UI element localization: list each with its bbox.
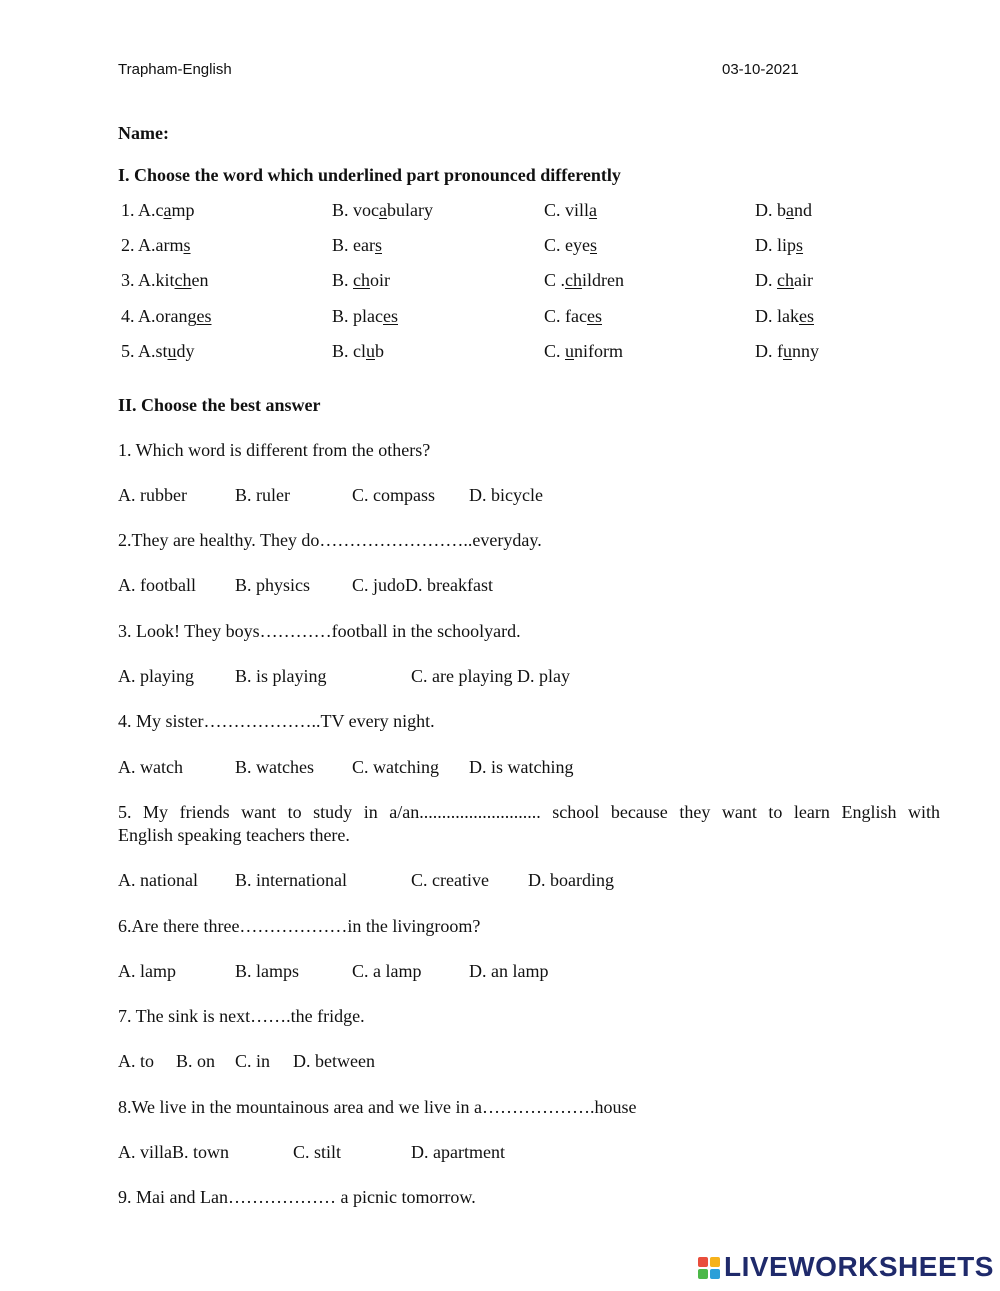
question-7: 7. The sink is next…….the fridge. <box>118 1006 365 1026</box>
liveworksheets-logo-text: LIVEWORKSHEETS <box>724 1251 994 1282</box>
pronunciation-q1-option-b[interactable]: B. vocabulary <box>332 200 433 220</box>
logo-cube-red <box>698 1257 708 1267</box>
pronunciation-q2-option-d[interactable]: D. lips <box>755 235 804 255</box>
pronunciation-q3-option-a[interactable]: 3. A.kitchen <box>121 270 209 290</box>
q6-option-b[interactable]: B. lamps <box>235 961 300 981</box>
q5-option-c[interactable]: C. creative <box>411 870 489 890</box>
pronunciation-q5-option-b[interactable]: B. club <box>332 341 384 361</box>
section1-title: I. Choose the word which underlined part pronounced differently <box>118 165 621 185</box>
pronunciation-q5-option-d[interactable]: D. funny <box>755 341 819 361</box>
q7-option-a[interactable]: A. to <box>118 1051 154 1071</box>
q2-option-cd[interactable]: C. judoD. breakfast <box>352 575 493 595</box>
q4-option-b[interactable]: B. watches <box>235 757 314 777</box>
q2-option-a[interactable]: A. football <box>118 575 196 595</box>
q4-option-d[interactable]: D. is watching <box>469 757 574 777</box>
pronunciation-q1-option-c[interactable]: C. villa <box>544 200 598 220</box>
q8-option-d[interactable]: D. apartment <box>411 1142 505 1162</box>
pronunciation-q3-option-d[interactable]: D. chair <box>755 270 813 290</box>
q7-option-c[interactable]: C. in <box>235 1051 271 1071</box>
q5-option-b[interactable]: B. international <box>235 870 347 890</box>
pronunciation-q4-option-a[interactable]: 4. A.oranges <box>121 306 212 326</box>
question-1: 1. Which word is different from the others? <box>118 440 431 460</box>
question-5-line2: English speaking teachers there. <box>118 825 350 845</box>
pronunciation-q4-option-d[interactable]: D. lakes <box>755 306 814 326</box>
pronunciation-q4-option-c[interactable]: C. faces <box>544 306 602 326</box>
q1-option-a[interactable]: A. rubber <box>118 485 187 505</box>
q2-option-b[interactable]: B. physics <box>235 575 311 595</box>
pronunciation-q3-option-c[interactable]: C .children <box>544 270 625 290</box>
header-date: 03-10-2021 <box>722 61 799 78</box>
q4-option-a[interactable]: A. watch <box>118 757 183 777</box>
header-title: Trapham-English <box>118 61 232 78</box>
q4-option-c[interactable]: C. watching <box>352 757 439 777</box>
logo-cube-green <box>698 1269 708 1279</box>
q3-option-cd[interactable]: C. are playing D. play <box>411 666 570 686</box>
question-4: 4. My sister………………..TV every night. <box>118 711 435 731</box>
name-label: Name: <box>118 123 169 143</box>
q6-option-c[interactable]: C. a lamp <box>352 961 422 981</box>
q3-option-a[interactable]: A. playing <box>118 666 194 686</box>
q5-option-a[interactable]: A. national <box>118 870 198 890</box>
question-8: 8.We live in the mountainous area and we live in a……………….house <box>118 1097 637 1117</box>
q1-option-c[interactable]: C. compass <box>352 485 435 505</box>
q8-option-c[interactable]: C. stilt <box>293 1142 342 1162</box>
section2-title: II. Choose the best answer <box>118 395 321 415</box>
question-6: 6.Are there three………………in the livingroom? <box>118 916 481 936</box>
pronunciation-q1-option-a[interactable]: 1. A.camp <box>121 200 195 220</box>
question-5-line1: 5. My friends want to study in a/an........................... school because they want to learn English with <box>118 802 940 822</box>
pronunciation-q5-option-a[interactable]: 5. A.study <box>121 341 195 361</box>
question-2: 2.They are healthy. They do……………………..everyday. <box>118 530 542 550</box>
pronunciation-q2-option-a[interactable]: 2. A.arms <box>121 235 191 255</box>
pronunciation-q3-option-b[interactable]: B. choir <box>332 270 391 290</box>
q3-option-b[interactable]: B. is playing <box>235 666 327 686</box>
q1-option-d[interactable]: D. bicycle <box>469 485 543 505</box>
pronunciation-q2-option-b[interactable]: B. ears <box>332 235 382 255</box>
pronunciation-q2-option-c[interactable]: C. eyes <box>544 235 597 255</box>
q7-option-b[interactable]: B. on <box>176 1051 216 1071</box>
pronunciation-q1-option-d[interactable]: D. band <box>755 200 812 220</box>
q8-option-ab[interactable]: A. villaB. town <box>118 1142 229 1162</box>
q6-option-a[interactable]: A. lamp <box>118 961 176 981</box>
logo-cube-yellow <box>710 1257 720 1267</box>
q1-option-b[interactable]: B. ruler <box>235 485 290 505</box>
pronunciation-q4-option-b[interactable]: B. places <box>332 306 398 326</box>
q5-option-d[interactable]: D. boarding <box>528 870 614 890</box>
pronunciation-q5-option-c[interactable]: C. uniform <box>544 341 624 361</box>
q6-option-d[interactable]: D. an lamp <box>469 961 549 981</box>
q7-option-d[interactable]: D. between <box>293 1051 375 1071</box>
logo-cube-blue <box>710 1269 720 1279</box>
question-3: 3. Look! They boys…………football in the schoolyard. <box>118 621 521 641</box>
question-9: 9. Mai and Lan……………… a picnic tomorrow. <box>118 1187 476 1207</box>
